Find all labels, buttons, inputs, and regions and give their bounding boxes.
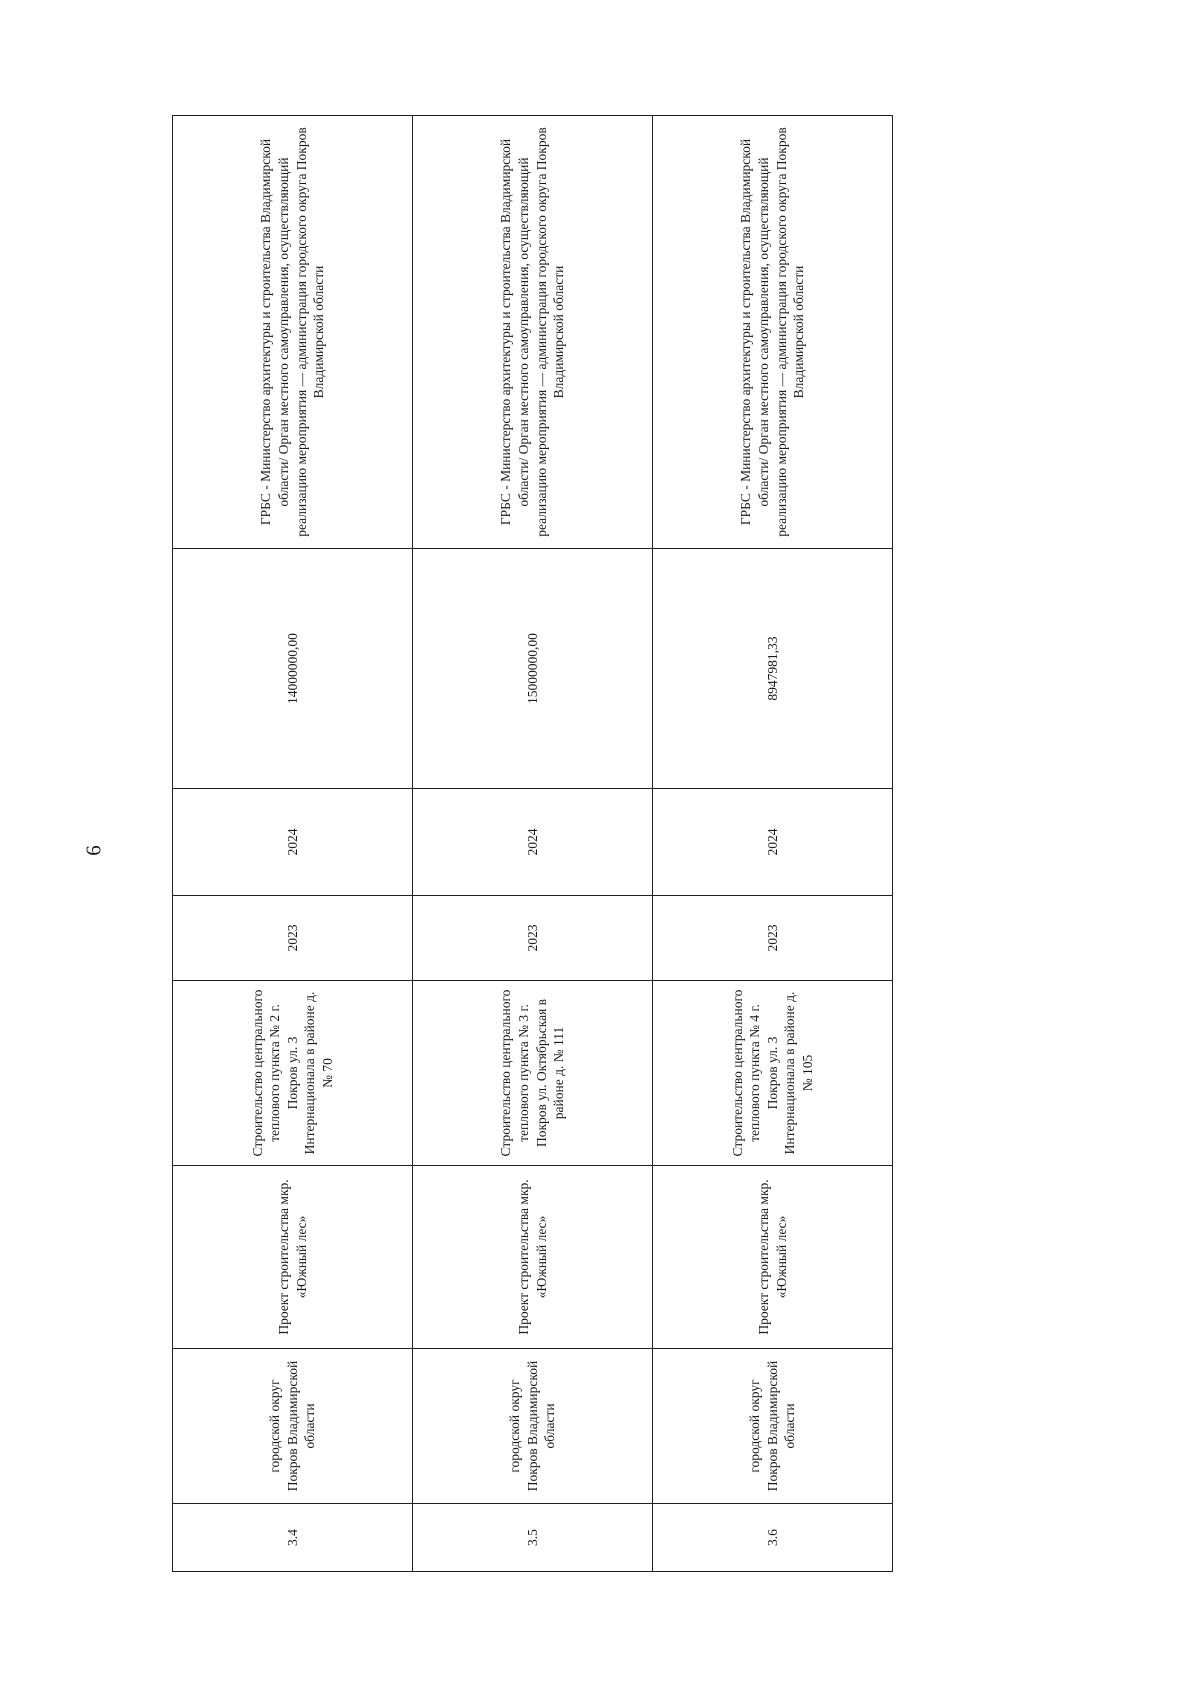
rotated-table-wrapper <box>172 116 892 1572</box>
page-number: 6 <box>81 845 106 856</box>
project-cell: Проект строительства мкр. «Южный лес» <box>413 1166 653 1349</box>
grbs-cell: ГРБС - Министерство архитектуры и строительства Владимирской области/ Орган местного самоуправления, осуществляющий реализацию мероприятия — администрация городского округа Покров Владимирской области <box>653 116 893 549</box>
grbs-cell: ГРБС - Министерство архитектуры и строительства Владимирской области/ Орган местного самоуправления, осуществляющий реализацию мероприятия — администрация городского округа Покров Владимирской области <box>173 116 413 549</box>
year-end-cell: 2024 <box>653 789 893 896</box>
municipality-cell: городской округ Покров Владимирской области <box>173 1349 413 1504</box>
row-number: 3.5 <box>413 1504 653 1572</box>
object-cell: Строительство центрального теплового пункта № 4 г. Покров ул. 3 Интернационала в районе д. № 105 <box>653 981 893 1166</box>
object-cell: Строительство центрального теплового пункта № 2 г. Покров ул. 3 Интернационала в районе д. № 70 <box>173 981 413 1166</box>
amount-cell: 14000000,00 <box>173 549 413 789</box>
row-number: 3.6 <box>653 1504 893 1572</box>
year-end-cell: 2024 <box>413 789 653 896</box>
table-row <box>173 116 413 1572</box>
municipality-cell: городской округ Покров Владимирской области <box>653 1349 893 1504</box>
table-row <box>413 116 653 1572</box>
object-cell: Строительство центрального теплового пункта № 3 г. Покров ул. Октябрьская в районе д. № 111 <box>413 981 653 1166</box>
project-cell: Проект строительства мкр. «Южный лес» <box>653 1166 893 1349</box>
year-start-cell: 2023 <box>413 896 653 981</box>
year-end-cell: 2024 <box>173 789 413 896</box>
grbs-cell: ГРБС - Министерство архитектуры и строительства Владимирской области/ Орган местного самоуправления, осуществляющий реализацию мероприятия — администрация городского округа Покров Владимирской области <box>413 116 653 549</box>
row-number: 3.4 <box>173 1504 413 1572</box>
year-start-cell: 2023 <box>653 896 893 981</box>
amount-cell: 8947981,33 <box>653 549 893 789</box>
table-row <box>653 116 893 1572</box>
municipality-cell: городской округ Покров Владимирской области <box>413 1349 653 1504</box>
year-start-cell: 2023 <box>173 896 413 981</box>
measures-table <box>172 115 893 1572</box>
amount-cell: 15000000,00 <box>413 549 653 789</box>
project-cell: Проект строительства мкр. «Южный лес» <box>173 1166 413 1349</box>
